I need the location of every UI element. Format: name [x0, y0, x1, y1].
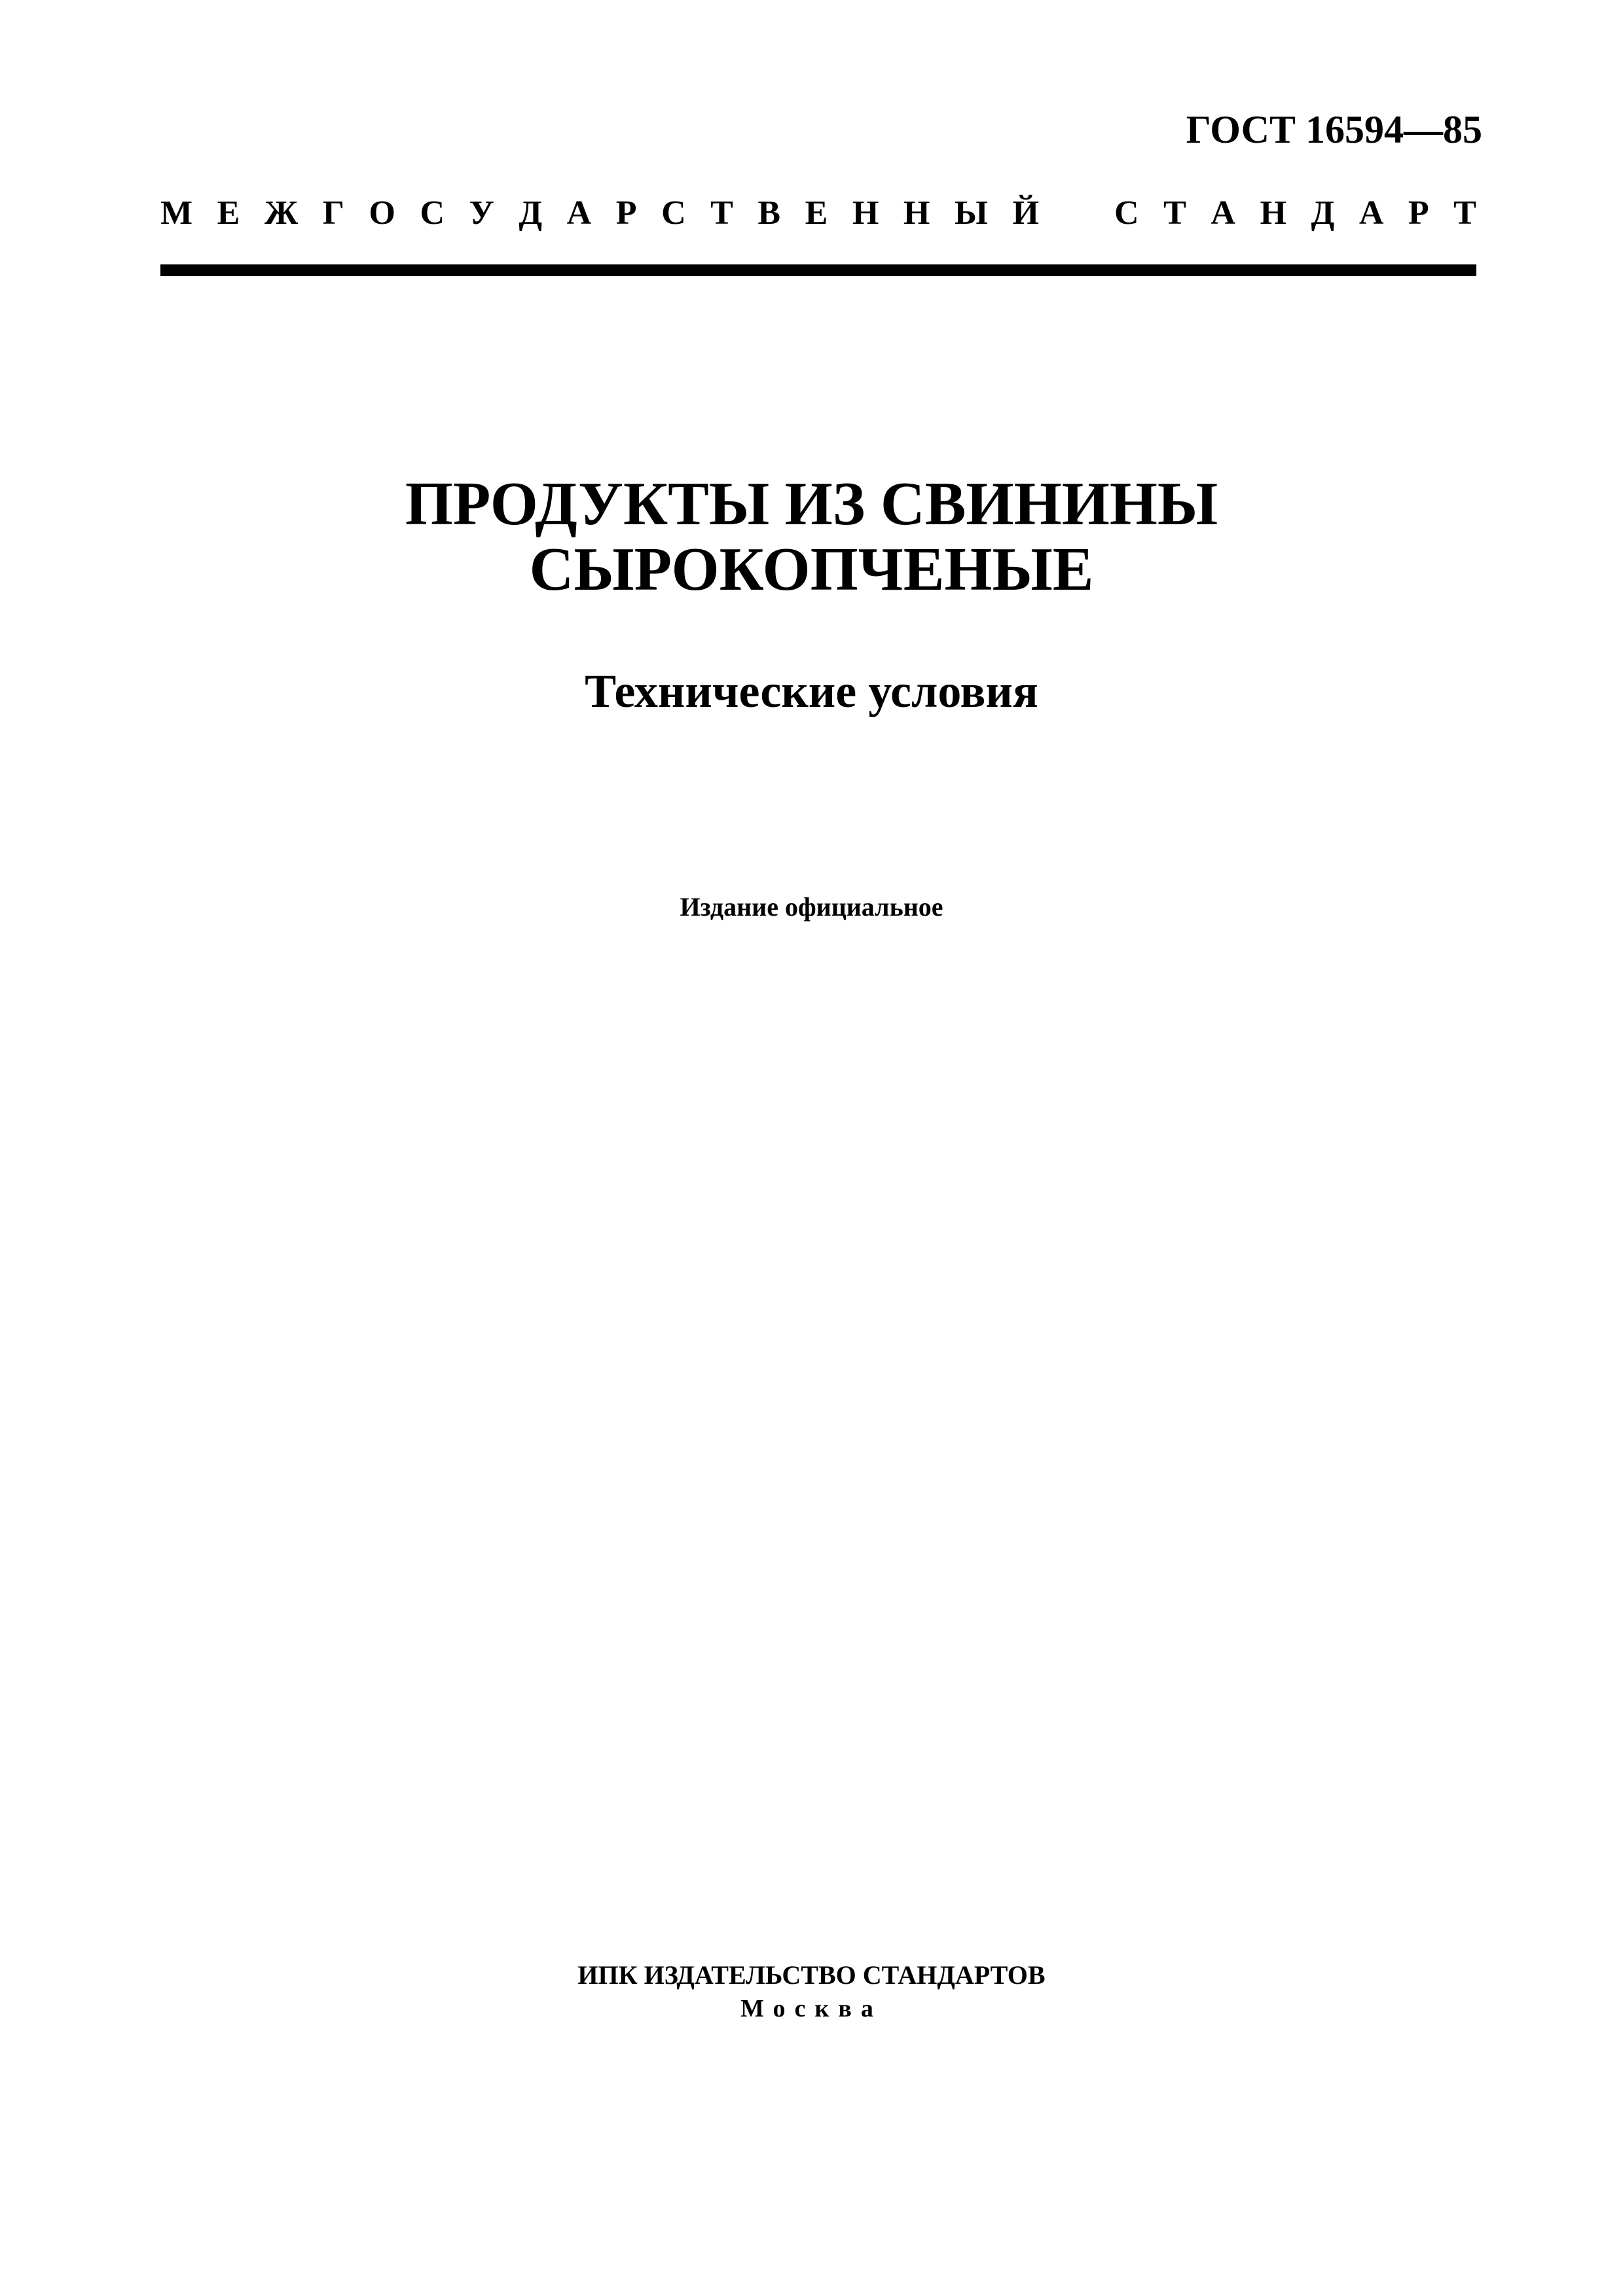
standard-type-letter: С — [1114, 194, 1139, 232]
standard-type-letter: Н — [1260, 194, 1286, 232]
header-rule — [160, 264, 1476, 276]
standard-type-letter: Д — [1311, 194, 1335, 232]
standard-type-letter: Ы — [954, 194, 988, 232]
standard-type-letter: Ж — [264, 194, 299, 232]
publisher-name: ИПК ИЗДАТЕЛЬСТВО СТАНДАРТОВ — [577, 1960, 1046, 1990]
standard-type-letter: Й — [1012, 194, 1039, 232]
standard-type-letter: Т — [1163, 194, 1186, 232]
standard-type-letter: У — [469, 194, 494, 232]
standard-type-letter: Д — [519, 194, 543, 232]
standard-type-letter: Н — [852, 194, 879, 232]
standard-type-letter: В — [757, 194, 781, 232]
standard-type-letter: Р — [615, 194, 637, 232]
standard-type-letter: Т — [1453, 194, 1476, 232]
standard-type-letter: С — [420, 194, 445, 232]
standard-type-letter: А — [1359, 194, 1384, 232]
standard-type-letter: Т — [710, 194, 733, 232]
title-line-2: СЫРОКОПЧЕНЫЕ — [529, 535, 1094, 603]
word-gap — [1063, 196, 1089, 230]
standard-type-letter: Н — [903, 194, 930, 232]
standard-type-letter: Р — [1408, 194, 1429, 232]
standard-type-heading — [160, 196, 1476, 230]
standard-type-letter: С — [661, 194, 686, 232]
publisher-city: Москва — [740, 1995, 883, 2022]
edition-note: Издание официальное — [680, 892, 943, 922]
standard-type-letter: А — [1211, 194, 1235, 232]
standard-type-letter: М — [160, 194, 193, 232]
document-subtitle: Технические условия — [585, 665, 1038, 717]
standard-type-letter: А — [566, 194, 592, 232]
standard-type-letter: Е — [217, 194, 240, 232]
standard-type-letter: Е — [805, 194, 828, 232]
standard-type-letter: Г — [322, 194, 344, 232]
document-title — [0, 471, 1623, 602]
document-number: ГОСТ 16594—85 — [1186, 108, 1482, 151]
standard-type-letter: О — [369, 194, 395, 232]
title-line-1: ПРОДУКТЫ ИЗ СВИНИНЫ — [405, 470, 1218, 538]
